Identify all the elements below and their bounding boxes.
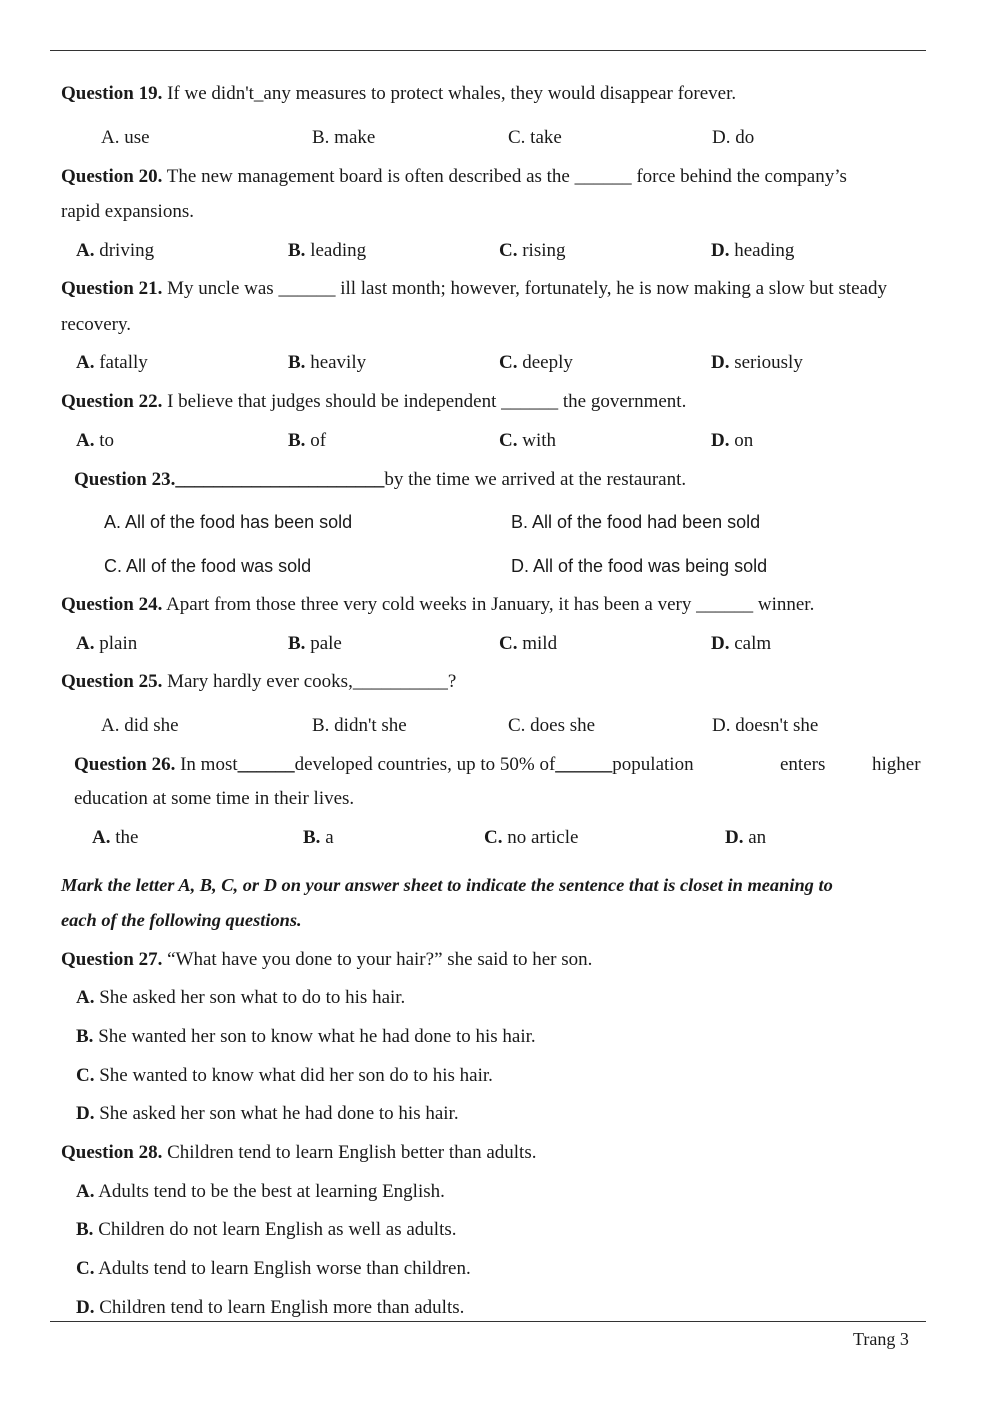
option-letter: D. [711,430,730,451]
option-text: Children do not learn English as well as adults. [98,1219,457,1240]
question-text: Mary hardly ever cooks, [167,671,353,692]
section-instruction: Mark the letter A, B, C, or D on your answer sheet to indicate the sentence that is closet in meaning to [61,875,833,895]
question-28 [61,1143,536,1162]
option-c [76,1066,493,1085]
option-b [76,1027,536,1046]
option-letter: C. [76,1065,95,1086]
option-a [76,353,148,372]
option-a [76,431,114,450]
option-text: She wanted to know what did her son do to his hair. [99,1065,493,1086]
option-letter: C. [499,240,518,261]
question-24 [61,595,814,614]
option-letter: D. [711,352,730,373]
question-label: Question 27. [61,949,163,970]
option-text: calm [734,633,772,654]
footer-rule [50,1321,926,1322]
page-number: Trang 3 [853,1329,909,1349]
option-text: rising [522,240,566,261]
question-19 [61,84,736,103]
option-letter: D. [711,240,730,261]
option-d [711,241,794,260]
option-b: B. All of the food had been sold [511,512,761,532]
option-d [711,353,803,372]
option-text: seriously [734,352,803,373]
option-c [484,828,578,847]
option-a: A. All of the food has been sold [104,512,353,532]
option-letter: A. [76,987,95,1008]
option-text: Children tend to learn English more than adults. [99,1297,465,1318]
question-20 [61,167,847,186]
question-text: developed countries, up to 50% of [294,754,556,775]
option-letter: A. [76,1181,95,1202]
question-end: ? [447,671,457,692]
option-b: B. make [312,127,376,148]
option-a: A. use [101,127,150,148]
option-text: a [325,827,334,848]
option-d [725,828,766,847]
option-a [76,634,137,653]
question-label: Question 26. [74,754,176,775]
option-b [288,353,366,372]
option-letter: D. [76,1103,95,1124]
question-text: Apart from those three very cold weeks in January, it has been a very ______ winner. [166,594,815,615]
question-label: Question 21. [61,278,163,299]
option-letter: D. [725,827,744,848]
question-label: Question 19. [61,83,163,104]
question-text: higher [872,754,921,775]
option-letter: A. [76,352,95,373]
option-letter: B. [76,1219,94,1240]
question-text: Children tend to learn English better than adults. [167,1142,537,1163]
option-letter: A. [76,240,95,261]
question-label: Question 20. [61,166,163,187]
question-label: Question 24. [61,594,163,615]
option-text: Adults tend to be the best at learning English. [98,1181,445,1202]
option-text: She asked her son what to do to his hair. [99,987,406,1008]
option-text: deeply [522,352,573,373]
option-d [76,1298,464,1317]
top-rule [50,50,926,51]
option-letter: C. [499,352,518,373]
option-c: C. does she [508,715,596,736]
option-b: B. didn't she [312,715,407,736]
question-text: enters [780,754,826,775]
answer-blank: __________ [352,671,448,692]
option-d: D. do [712,127,755,148]
question-text: My uncle was ______ ill last month; however, fortunately, he is now making a slow but steady [167,278,887,299]
option-c: C. All of the food was sold [104,556,312,576]
option-text: of [310,430,327,451]
option-text: heavily [310,352,367,373]
question-26 [74,755,694,774]
option-letter: A. [76,633,95,654]
option-text: heading [734,240,795,261]
question-text-cont: education at some time in their lives. [74,788,355,809]
question-27 [61,950,592,969]
option-c [499,431,556,450]
option-c [499,241,566,260]
question-label: Question 23. [74,469,176,490]
option-a: A. did she [101,715,179,736]
question-text-cont: recovery. [61,314,131,335]
question-text: I believe that judges should be independent ______ the government. [167,391,687,412]
option-text: to [99,430,115,451]
question-text: In most [180,754,238,775]
option-letter: B. [76,1026,94,1047]
question-label: Question 25. [61,671,163,692]
option-c [76,1259,471,1278]
option-text: plain [99,633,138,654]
option-a [92,828,138,847]
question-label: Question 28. [61,1142,163,1163]
question-text: “What have you done to your hair?” she said to her son. [167,949,593,970]
option-text: with [522,430,557,451]
option-d [76,1104,459,1123]
option-a [76,241,154,260]
option-letter: C. [499,633,518,654]
option-text: leading [310,240,367,261]
option-a [76,1182,445,1201]
option-letter: C. [76,1258,95,1279]
option-text: the [115,827,139,848]
option-d [711,431,753,450]
option-text: mild [522,633,558,654]
option-c: C. take [508,127,562,148]
question-text: If we didn't_any measures to protect whales, they would disappear forever. [167,83,737,104]
option-c [499,634,557,653]
option-text: She wanted her son to know what he had done to his hair. [98,1026,536,1047]
question-text: The new management board is often described as the ______ force behind the company’s [166,166,847,187]
option-letter: C. [499,430,518,451]
option-b [303,828,334,847]
option-text: pale [310,633,342,654]
option-text: no article [507,827,579,848]
answer-blank: ______________________ [175,469,385,490]
option-text: fatally [99,352,148,373]
option-b [76,1220,457,1239]
option-d [711,634,771,653]
option-text: on [734,430,754,451]
option-c [499,353,573,372]
option-a [76,988,405,1007]
question-text: by the time we arrived at the restaurant. [384,469,687,490]
option-letter: A. [76,430,95,451]
option-letter: D. [76,1297,95,1318]
question-21 [61,279,887,298]
option-letter: C. [484,827,503,848]
option-b [288,431,326,450]
option-letter: D. [711,633,730,654]
question-23 [74,470,686,489]
option-letter: A. [92,827,111,848]
option-text: an [748,827,767,848]
option-letter: B. [288,352,306,373]
question-25 [61,672,456,691]
option-d: D. All of the food was being sold [511,556,768,576]
section-instruction-cont: each of the following questions. [61,910,302,930]
question-text-cont: rapid expansions. [61,201,194,222]
question-text: population [612,754,694,775]
answer-blank: ______ [555,754,613,775]
option-b [288,241,366,260]
question-22 [61,392,686,411]
option-text: driving [99,240,155,261]
option-letter: B. [288,240,306,261]
option-b [288,634,342,653]
option-letter: B. [303,827,321,848]
answer-blank: ______ [237,754,295,775]
option-letter: B. [288,430,306,451]
option-letter: B. [288,633,306,654]
option-text: She asked her son what he had done to his hair. [99,1103,459,1124]
question-label: Question 22. [61,391,163,412]
option-text: Adults tend to learn English worse than children. [98,1258,471,1279]
option-d: D. doesn't she [712,715,819,736]
